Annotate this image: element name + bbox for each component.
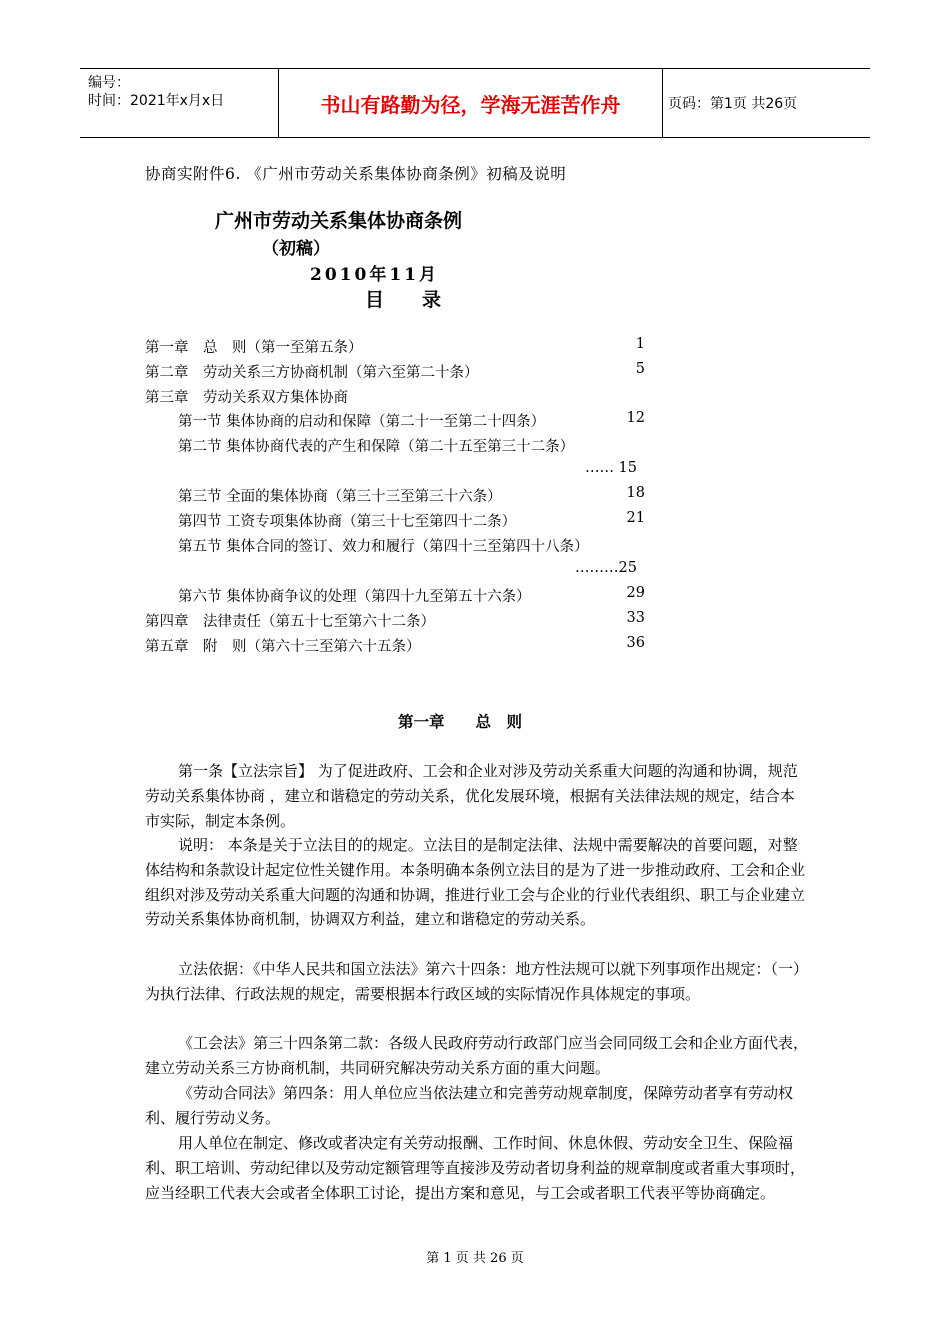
toc-page-number: …… 15 bbox=[584, 460, 637, 476]
toc-item[interactable]: 第三节 全面的集体协商（第三十三至第三十六条） bbox=[178, 489, 502, 505]
page-info: 页码：第1页 共26页 bbox=[668, 96, 798, 112]
date-label: 时间：2021年x月x日 bbox=[88, 93, 225, 109]
page-footer: 第 1 页 共 26 页 bbox=[426, 1251, 524, 1266]
toc-item[interactable]: 第二章 劳动关系三方协商机制（第六至第二十条） bbox=[145, 365, 479, 381]
toc-item[interactable]: 第三章 劳动关系双方集体协商 bbox=[145, 390, 348, 406]
toc-page-number: 5 bbox=[635, 361, 645, 377]
toc-page-number: 33 bbox=[626, 610, 645, 626]
toc-item[interactable]: 第一章 总 则（第一至第五条） bbox=[145, 340, 363, 356]
toc-page-number: 12 bbox=[626, 410, 645, 426]
toc-page-number: 29 bbox=[626, 585, 645, 601]
toc-item[interactable]: 第六节 集体协商争议的处理（第四十九至第五十六条） bbox=[178, 589, 531, 605]
motto: 书山有路勤为径，学海无涯苦作舟 bbox=[278, 69, 663, 137]
legal-basis-paragraph: 《劳动合同法》第四条：用人单位应当依法建立和完善劳动规章制度，保障劳动者享有劳动权利、履行劳动义务。 bbox=[145, 1084, 794, 1127]
explanation-paragraph: 说明： 本条是关于立法目的的规定。立法目的是制定法律、法规中需要解决的首要问题，对整体结构和条款设计起定位性关键作用。本条明确本条例立法目的是为了进一步推动政府、工会和企业组织对涉及劳动关系重大问题的沟通和协调，推进行业工会与企业的行业代表组织、职工与企业建立劳动关系集体协商机制，协调双方利益，建立和谐稳定的劳动关系。 bbox=[145, 836, 806, 929]
doc-date: 2010年11月 bbox=[310, 265, 439, 285]
page-header bbox=[80, 68, 870, 138]
attachment-title: 协商实附件6. 《广州市劳动关系集体协商条例》初稿及说明 bbox=[145, 165, 567, 183]
toc-item[interactable]: 第五节 集体合同的签订、效力和履行（第四十三至第四十八条） bbox=[178, 539, 589, 555]
code-label: 编号： bbox=[88, 75, 130, 91]
doc-title: 广州市劳动关系集体协商条例 bbox=[215, 210, 463, 232]
legal-basis-paragraph: 《工会法》第三十四条第二款：各级人民政府劳动行政部门应当会同同级工会和企业方面代表，建立劳动关系三方协商机制，共同研究解决劳动关系方面的重大问题。 bbox=[145, 1034, 809, 1077]
draft-label: （初稿） bbox=[262, 239, 330, 259]
toc-page-number: 36 bbox=[626, 635, 645, 651]
header-meta bbox=[80, 69, 278, 137]
legal-basis-paragraph: 用人单位在制定、修改或者决定有关劳动报酬、工作时间、休息休假、劳动安全卫生、保险福利、职工培训、劳动纪律以及劳动定额管理等直接涉及劳动者切身利益的规章制度或者重大事项时，应当经职工代表大会或者全体职工讨论，提出方案和意见，与工会或者职工代表平等协商确定。 bbox=[145, 1134, 806, 1202]
toc-page-number: 21 bbox=[626, 510, 645, 526]
toc-page-number: 18 bbox=[626, 485, 645, 501]
toc-page-number: 1 bbox=[635, 336, 645, 352]
toc-item[interactable]: 第一节 集体协商的启动和保障（第二十一至第二十四条） bbox=[178, 414, 546, 430]
toc-item[interactable]: 第四章 法律责任（第五十七至第六十二条） bbox=[145, 614, 435, 630]
article-paragraph: 第一条【立法宗旨】 为了促进政府、工会和企业对涉及劳动关系重大问题的沟通和协调，规范劳动关系集体协商 ，建立和谐稳定的劳动关系，优化发展环境，根据有关法律法规的规定，结合本市实际，制定本条例。 bbox=[145, 762, 798, 830]
toc-page-number: ………25 bbox=[575, 560, 637, 576]
toc-item[interactable]: 第五章 附 则（第六十三至第六十五条） bbox=[145, 639, 421, 655]
chapter-heading: 第一章 总 则 bbox=[398, 712, 523, 731]
toc-item[interactable]: 第四节 工资专项集体协商（第三十七至第四十二条） bbox=[178, 514, 517, 530]
legal-basis-paragraph: 立法依据：《中华人民共和国立法法》第六十四条：地方性法规可以就下列事项作出规定：（一）为执行法律、行政法规的规定，需要根据本行政区域的实际情况作具体规定的事项。 bbox=[145, 960, 809, 1003]
toc-item[interactable]: 第二节 集体协商代表的产生和保障（第二十五至第三十二条） bbox=[178, 439, 575, 455]
toc-title: 目 录 bbox=[365, 289, 442, 311]
